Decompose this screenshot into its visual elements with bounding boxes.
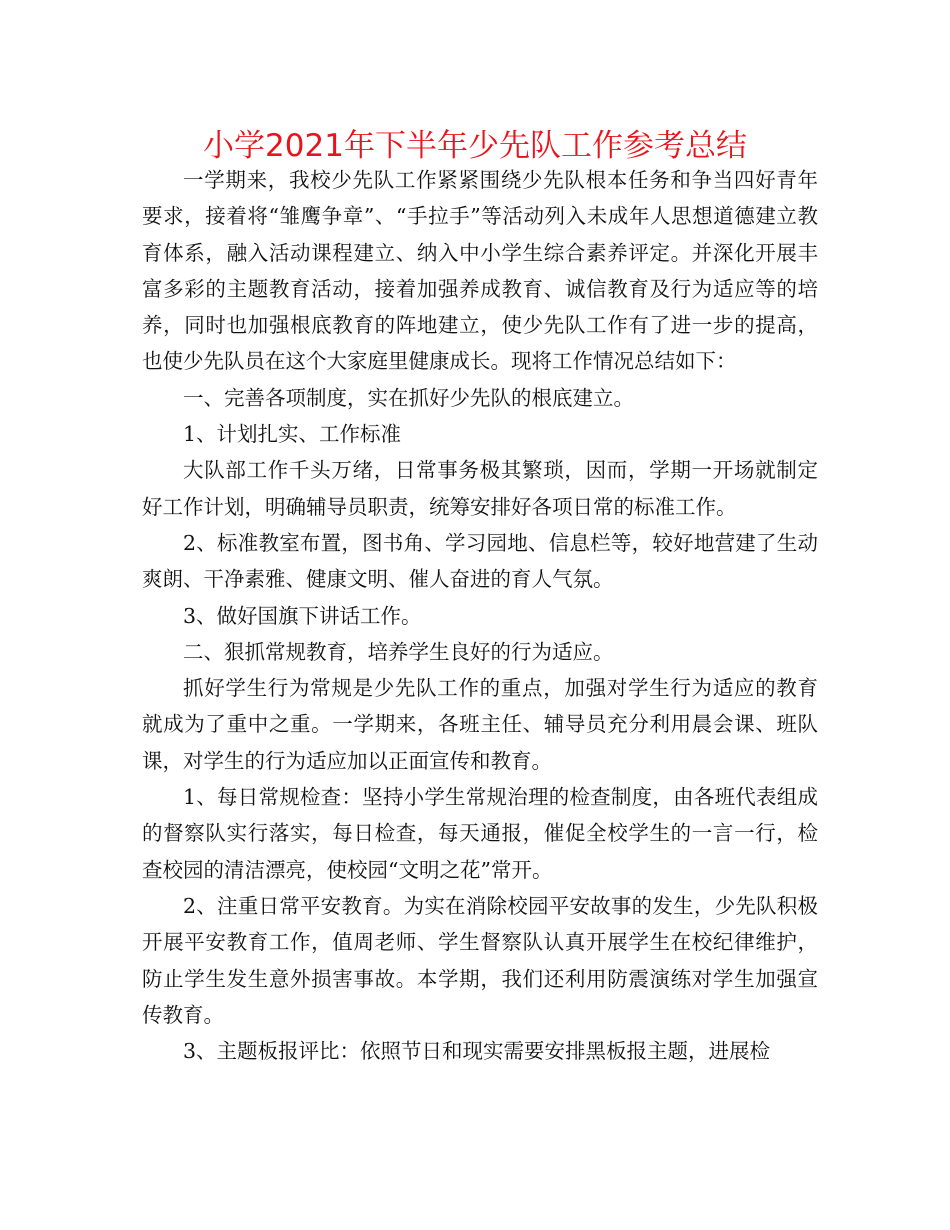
document-title: 小学2021年下半年少先队工作参考总结 [203, 128, 747, 164]
document-body [142, 162, 818, 1069]
paragraph: 大队部工作千头万绪，日常事务极其繁琐，因而，学期一开场就制定好工作计划，明确辅导员职责，统筹安排好各项日常的标准工作。 [142, 458, 818, 519]
paragraph: 2、标准教室布置，图书角、学习园地、信息栏等，较好地营建了生动爽朗、干净素雅、健康文明、催人奋进的育人气氛。 [142, 530, 818, 592]
paragraph: 抓好学生行为常规是少先队工作的重点，加强对学生行为适应的教育就成为了重中之重。一学期来，各班主任、辅导员充分利用晨会课、班队课，对学生的行为适应加以正面宣传和教育。 [142, 676, 818, 773]
paragraph: 3、做好国旗下讲话工作。 [183, 603, 422, 628]
section-heading-1: 一、完善各项制度，实在抓好少先队的根底建立。 [183, 385, 634, 410]
section-heading-2: 二、狠抓常规教育，培养学生良好的行为适应。 [183, 639, 614, 664]
paragraph: 3、主题板报评比：依照节日和现实需要安排黑板报主题，进展检 [183, 1039, 771, 1064]
paragraph: 2、注重日常平安教育。为实在消除校园平安故事的发生，少先队积极开展平安教育工作，值周老师、学生督察队认真开展学生在校纪律维护，防止学生发生意外损害事故。本学期，我们还利用防震演练对学生加强宣传教育。 [142, 893, 818, 1027]
subheading-1-1: 1、计划扎实、工作标准 [183, 422, 402, 447]
paragraph-intro: 一学期来，我校少先队工作紧紧围绕少先队根本任务和争当四好青年要求，接着将“雏鹰争章”、“手拉手”等活动列入未成年人思想道德建立教育体系，融入活动课程建立、纳入中小学生综合素养评定。并深化开展丰富多彩的主题教育活动，接着加强养成教育、诚信教育及行为适应等的培养，同时也加强根底教育的阵地建立，使少先队工作有了进一步的提高，也使少先队员在这个大家庭里健康成长。现将工作情况总结如下： [142, 168, 818, 374]
paragraph: 1、每日常规检查：坚持小学生常规治理的检查制度，由各班代表组成的督察队实行落实，每日检查，每天通报，催促全校学生的一言一行，检查校园的清洁漂亮，使校园“文明之花”常开。 [142, 785, 818, 882]
